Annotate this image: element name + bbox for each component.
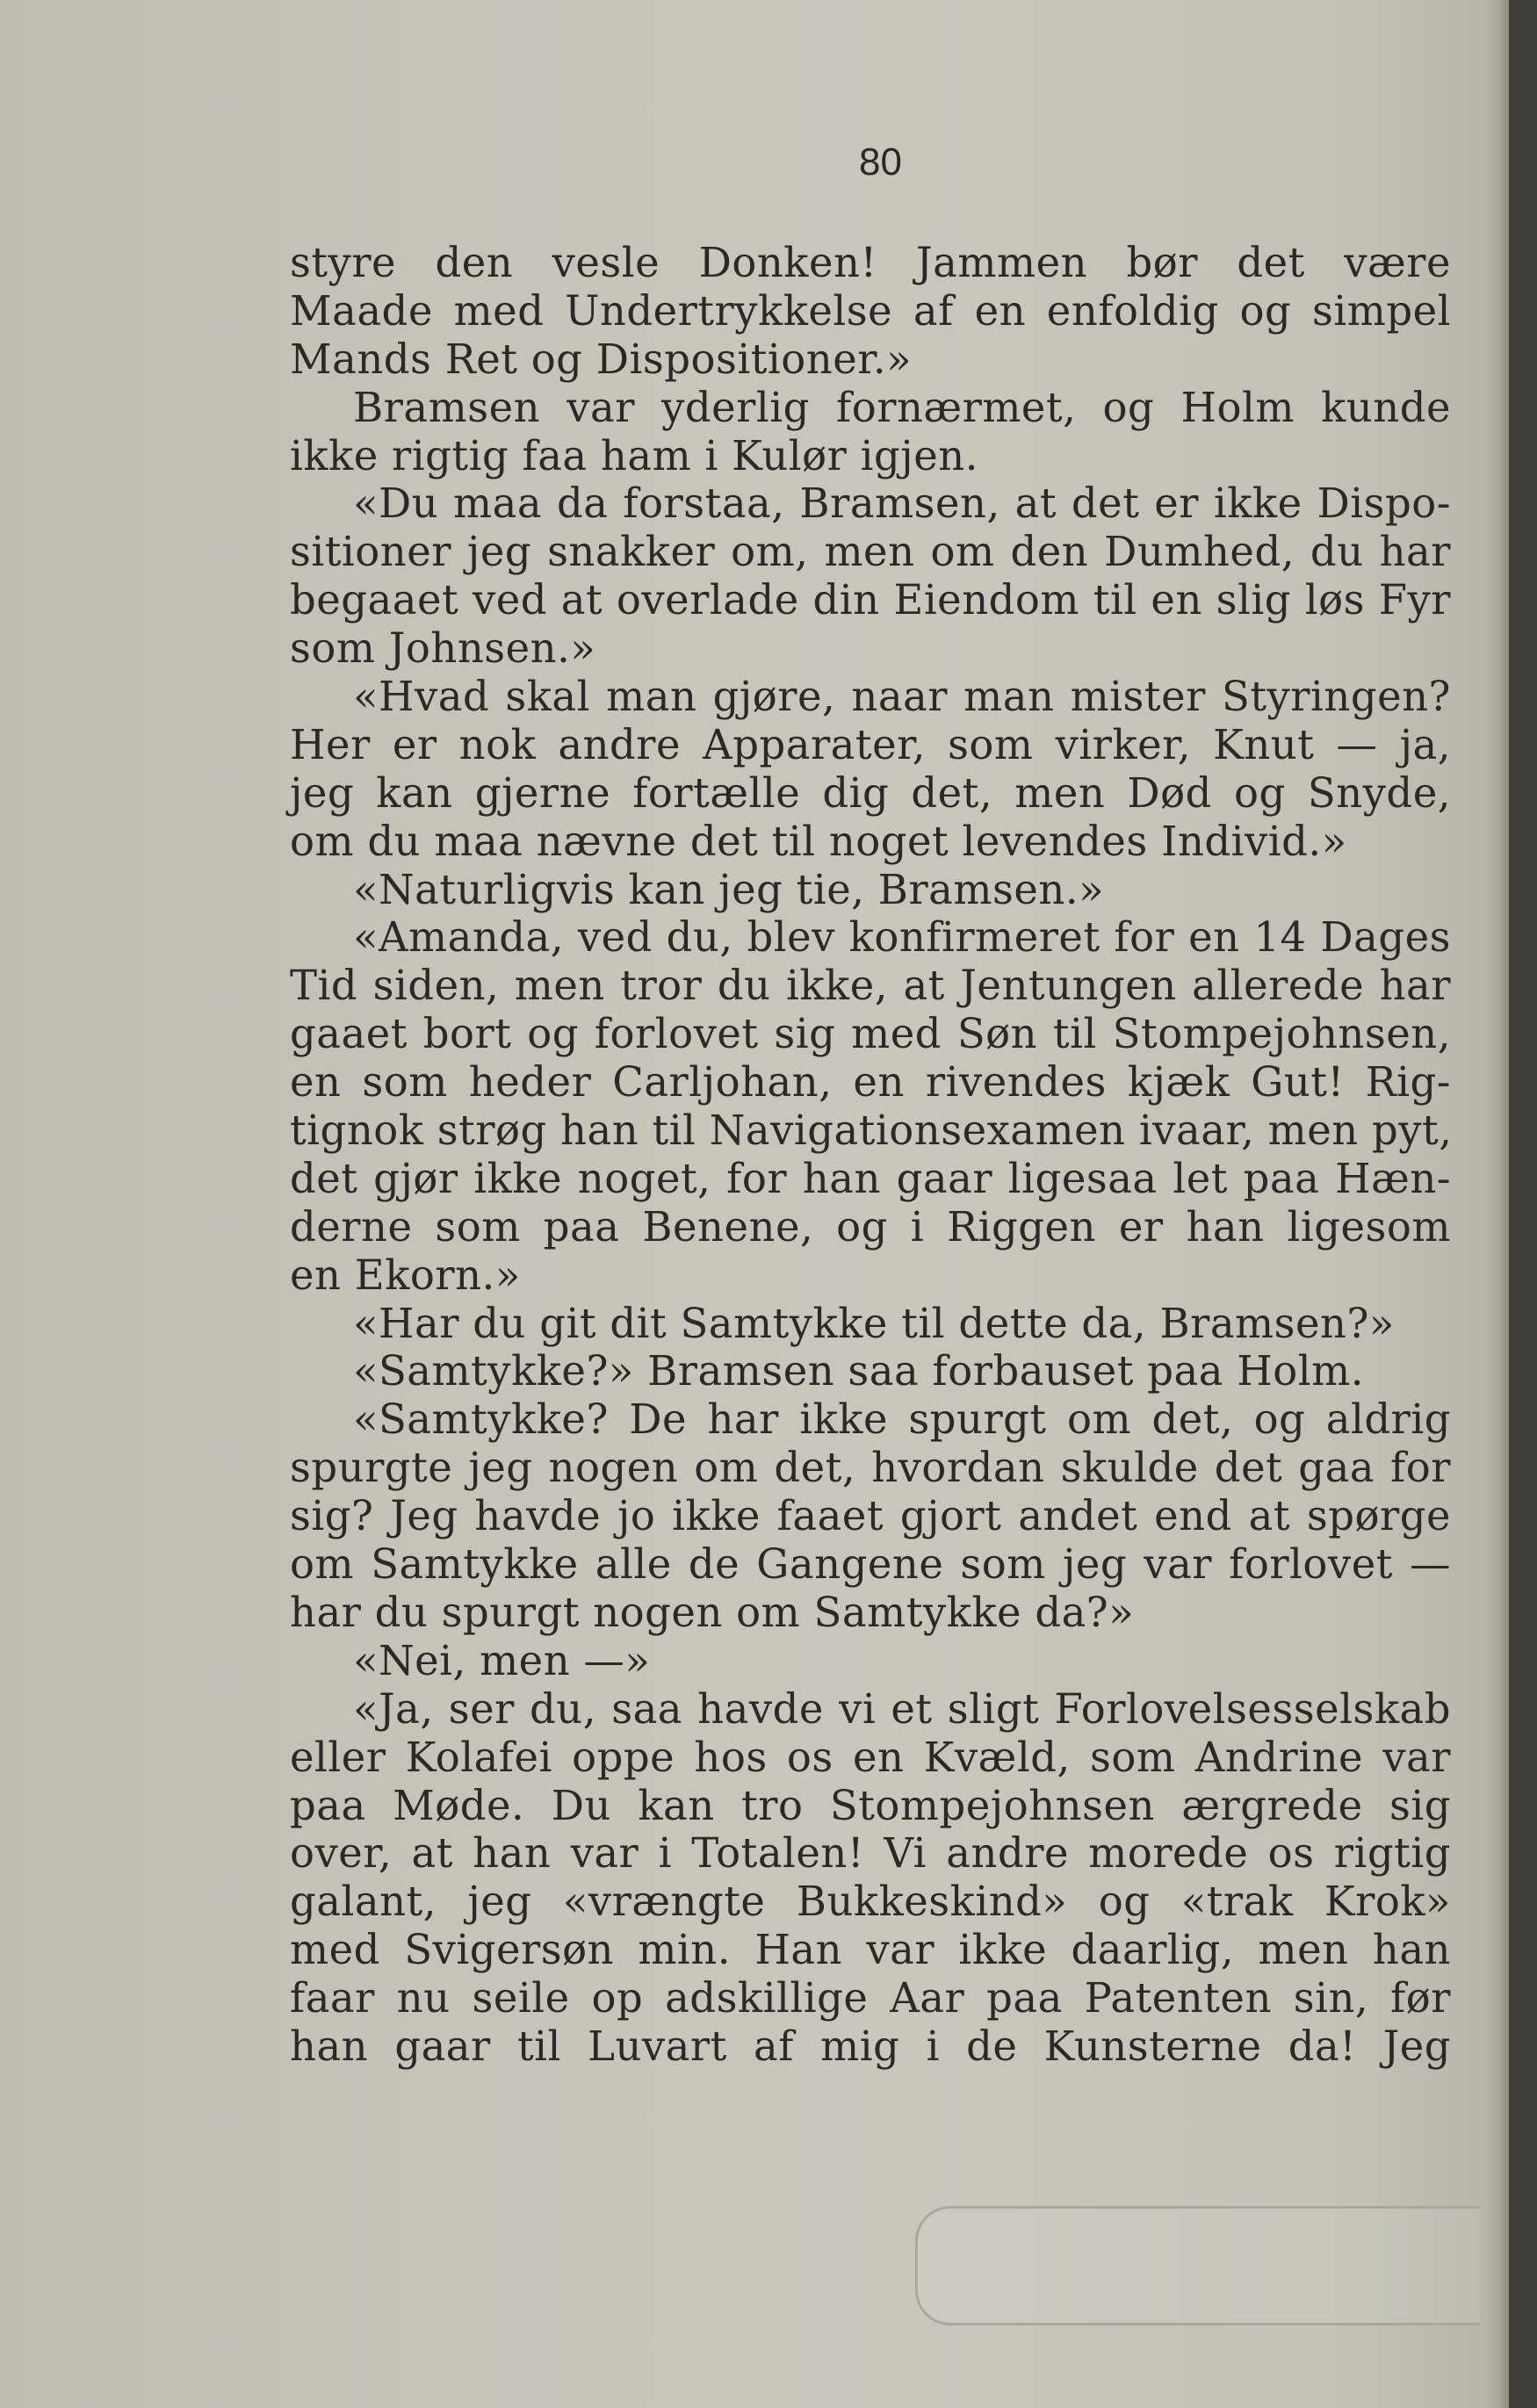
text-line: «Hvad skal man gjøre, naar man mister Styringen? (353, 673, 1451, 721)
text-line: «Amanda, ved du, blev konfirmeret for en 14 Dages (353, 913, 1451, 962)
library-stamp (915, 2206, 1480, 2325)
text-line: Maade med Undertrykkelse af en enfoldig og simpel (290, 286, 1451, 335)
text-line: «Samtykke? De har ikke spurgt om det, og aldrig (353, 1395, 1451, 1444)
text-line: Bramsen var yderlig fornærmet, og Holm kunde (353, 383, 1451, 431)
text-line: om du maa nævne det til noget levendes Individ.» (290, 817, 1347, 865)
text-line: det gjør ikke noget, for han gaar ligesaa let paa Hæn- (290, 1154, 1451, 1202)
text-line: har du spurgt nogen om Samtykke da?» (290, 1588, 1135, 1636)
text-line: spurgte jeg nogen om det, hvordan skulde det gaa for (290, 1444, 1451, 1492)
text-line: tignok strøg han til Navigationsexamen ivaar, men pyt, (290, 1107, 1453, 1155)
text-line: en som heder Carljohan, en rivendes kjæk Gut! Rig- (290, 1058, 1451, 1107)
text-line: «Nei, men —» (353, 1636, 651, 1684)
text-line: «Ja, ser du, saa havde vi et sligt Forlovelsesselskab (353, 1684, 1451, 1733)
text-line: med Svigersøn min. Han var ikke daarlig, men han (290, 1926, 1451, 1974)
text-line: «Du maa da forstaa, Bramsen, at det er ikke Dispo- (353, 479, 1451, 528)
page-edge (1484, 0, 1509, 2408)
text-line: «Samtykke?» Bramsen saa forbauset paa Holm. (353, 1347, 1365, 1395)
text-line: faar nu seile op adskillige Aar paa Patenten sin, før (290, 1974, 1451, 2022)
text-line: gaaet bort og forlovet sig med Søn til Stompejohnsen, (290, 1010, 1451, 1058)
text-line: begaaet ved at overlade din Eiendom til en slig løs Fyr (290, 576, 1451, 624)
text-line: sig? Jeg havde jo ikke faaet gjort andet end at spørge (290, 1492, 1451, 1540)
text-line: Tid siden, men tror du ikke, at Jentungen allerede har (290, 962, 1451, 1010)
text-line: eller Kolafei oppe hos os en Kvæld, som Andrine var (290, 1733, 1451, 1781)
text-line: styre den vesle Donken! Jammen bør det være (290, 239, 1451, 286)
text-line: galant, jeg «vrængte Bukkeskind» og «trak Krok» (290, 1878, 1451, 1926)
text-line: Her er nok andre Apparater, som virker, Knut — ja, (290, 720, 1451, 768)
text-line: paa Møde. Du kan tro Stompejohnsen ærgrede sig (290, 1781, 1451, 1829)
body-text (290, 239, 1451, 2071)
text-line: «Har du git dit Samtykke til dette da, Bramsen?» (353, 1299, 1395, 1347)
text-line: over, at han var i Totalen! Vi andre morede os rigtig (290, 1829, 1451, 1878)
text-line: ikke rigtig faa ham i Kulør igjen. (290, 431, 978, 479)
text-line: Mands Ret og Dispositioner.» (290, 335, 913, 383)
text-line: derne som paa Benene, og i Riggen er han ligesom (290, 1202, 1451, 1251)
text-line: «Naturligvis kan jeg tie, Bramsen.» (353, 865, 1105, 913)
text-line: han gaar til Luvart af mig i de Kunsterne da! Jeg (290, 2022, 1451, 2070)
text-line: som Johnsen.» (290, 624, 596, 673)
page-number: 80 (859, 141, 902, 184)
text-line: jeg kan gjerne fortælle dig det, men Død og Snyde, (290, 768, 1451, 817)
text-line: sitioner jeg snakker om, men om den Dumhed, du har (290, 528, 1451, 576)
text-line: om Samtykke alle de Gangene som jeg var forlovet — (290, 1540, 1451, 1589)
text-line: en Ekorn.» (290, 1251, 521, 1299)
